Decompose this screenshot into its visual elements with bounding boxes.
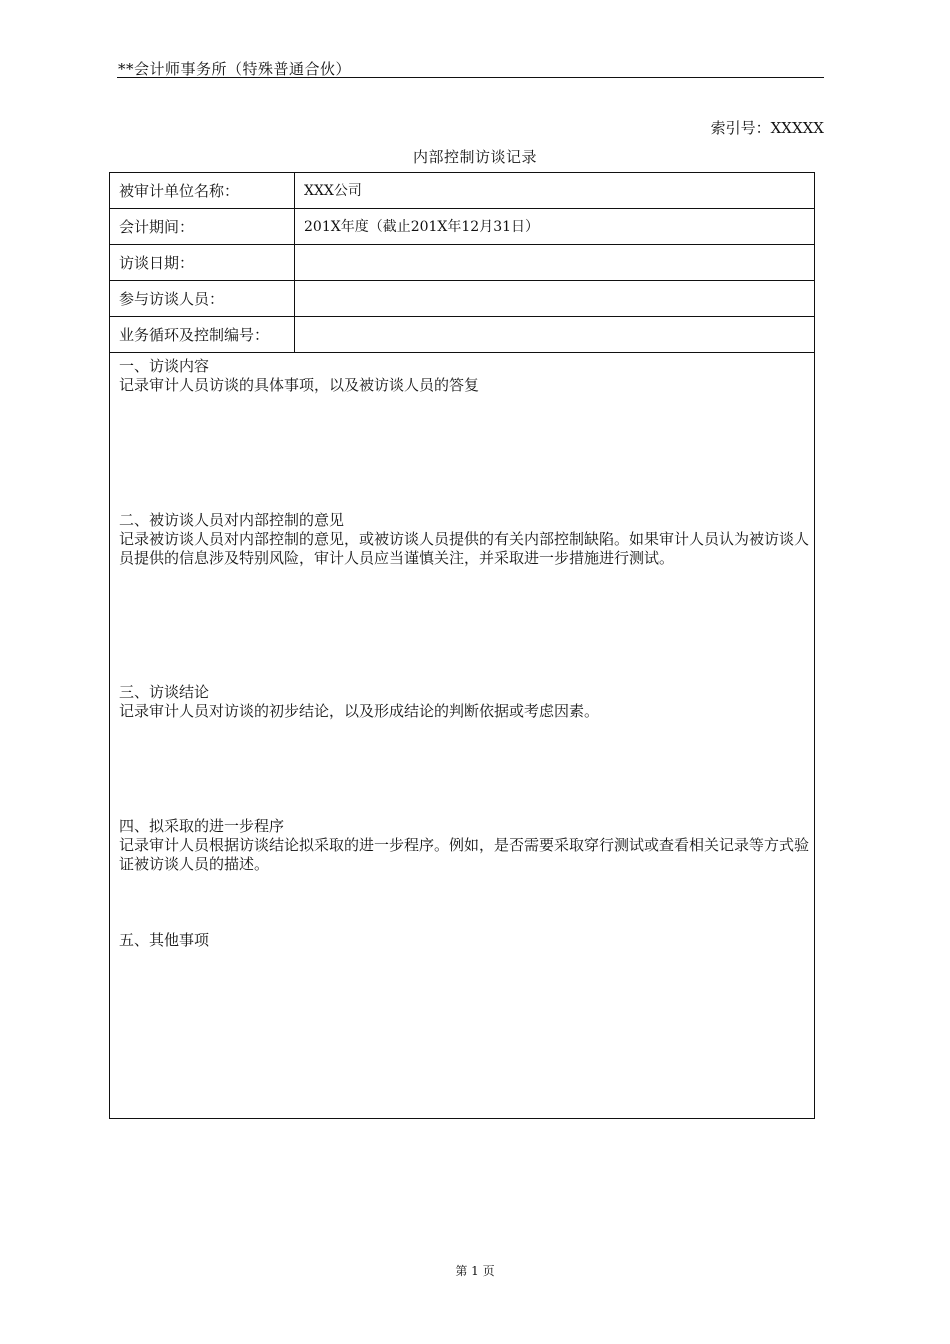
field-row-audited-entity	[110, 173, 814, 209]
field-label: 会计期间：	[110, 209, 295, 244]
section-description: 记录被访谈人员对内部控制的意见，或被访谈人员提供的有关内部控制缺陷。如果审计人员认为被访谈人员提供的信息涉及特别风险，审计人员应当谨慎关注，并采取进一步措施进行测试。	[119, 530, 810, 567]
field-label: 被审计单位名称：	[110, 173, 295, 208]
field-value[interactable]: XXX公司	[304, 183, 362, 199]
field-label: 访谈日期：	[110, 245, 295, 280]
field-row-interview-date	[110, 245, 814, 281]
firm-name: **会计师事务所（特殊普通合伙）	[118, 60, 352, 78]
header-divider	[117, 77, 824, 78]
section-title: 五、其他事项	[119, 931, 210, 949]
section-interview-content	[119, 357, 809, 395]
field-label: 业务循环及控制编号：	[110, 317, 295, 352]
field-label: 参与访谈人员：	[110, 281, 295, 316]
section-title: 二、被访谈人员对内部控制的意见	[119, 511, 345, 529]
section-interviewee-opinion	[119, 511, 809, 568]
section-description: 记录审计人员根据访谈结论拟采取的进一步程序。例如，是否需要采取穿行测试或查看相关记录等方式验证被访谈人员的描述。	[119, 836, 810, 873]
interview-record-table	[109, 172, 815, 1119]
field-row-participants	[110, 281, 814, 317]
section-other-matters	[119, 931, 809, 950]
field-row-accounting-period	[110, 209, 814, 245]
section-description: 记录审计人员对访谈的初步结论，以及形成结论的判断依据或考虑因素。	[119, 702, 600, 720]
field-value[interactable]: 201X年度（截止201X年12月31日）	[304, 219, 540, 235]
section-title: 一、访谈内容	[119, 357, 210, 375]
section-further-procedures	[119, 817, 809, 874]
field-row-business-cycle	[110, 317, 814, 353]
index-number: 索引号：XXXXX	[710, 119, 824, 137]
section-description: 记录审计人员访谈的具体事项，以及被访谈人员的答复	[119, 376, 480, 394]
section-title: 四、拟采取的进一步程序	[119, 817, 285, 835]
section-interview-conclusion	[119, 683, 809, 721]
document-title: 内部控制访谈记录	[412, 148, 537, 166]
page-number: 第 1 页	[455, 1264, 495, 1278]
section-title: 三、访谈结论	[119, 683, 210, 701]
